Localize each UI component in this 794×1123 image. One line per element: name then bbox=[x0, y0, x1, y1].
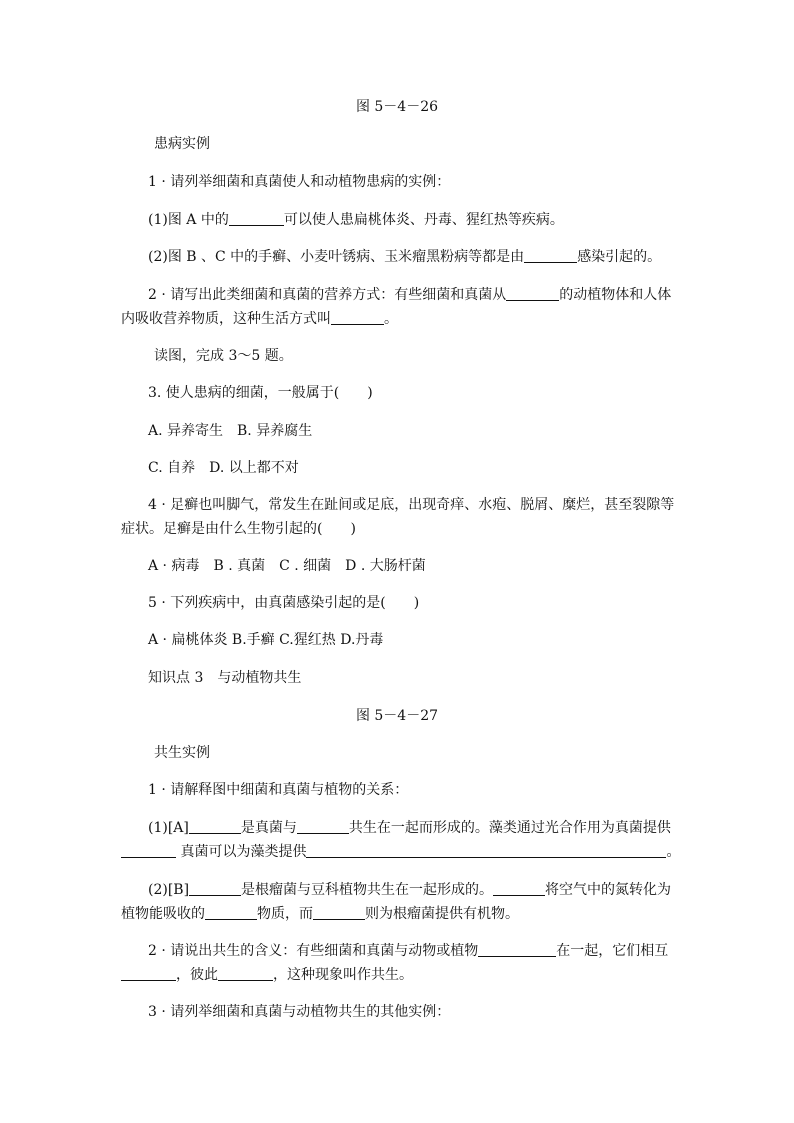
answer-blank[interactable] bbox=[524, 248, 577, 263]
answer-blank[interactable] bbox=[313, 905, 365, 920]
text: 。 bbox=[384, 311, 398, 327]
text: 是根瘤菌与豆科植物共生在一起形成的。 bbox=[241, 882, 494, 898]
text: (1)[A] bbox=[148, 820, 189, 836]
answer-blank[interactable] bbox=[121, 966, 176, 981]
question-line bbox=[121, 904, 519, 924]
figure-caption: 图 5－4－26 bbox=[355, 99, 439, 115]
answer-blank[interactable] bbox=[189, 819, 241, 834]
text: (1)图 A 中的 bbox=[148, 212, 229, 228]
answer-blank[interactable] bbox=[493, 881, 545, 896]
section-heading: 患病实例 bbox=[154, 136, 210, 152]
knowledge-point-heading: 知识点 3 与动植物共生 bbox=[148, 670, 302, 686]
text: 在一起，它们相互 bbox=[556, 943, 669, 959]
text: 将空气中的氮转化为 bbox=[545, 882, 672, 898]
answer-options: A. 异养寄生 B. 异养腐生 bbox=[148, 423, 313, 439]
text: 2 · 请写出此类细菌和真菌的营养方式：有些细菌和真菌从 bbox=[148, 287, 507, 303]
question-stem: 1 · 请列举细菌和真菌使人和动植物患病的实例： bbox=[148, 174, 451, 190]
question-line bbox=[148, 210, 564, 230]
answer-options: C. 自养 D. 以上都不对 bbox=[148, 460, 299, 476]
text: 内吸收营养物质，这种生活方式叫 bbox=[121, 311, 331, 327]
text: 2 · 请说出共生的含义：有些细菌和真菌与动物或植物 bbox=[148, 943, 479, 959]
question-stem: 3 · 请列举细菌和真菌与动植物共生的其他实例： bbox=[148, 1004, 451, 1020]
text: 的动植物体和人体 bbox=[559, 287, 672, 303]
question-line bbox=[148, 285, 671, 305]
answer-blank[interactable] bbox=[218, 966, 273, 981]
answer-blank[interactable] bbox=[297, 819, 349, 834]
text: 物质，而 bbox=[257, 906, 313, 922]
answer-blank[interactable] bbox=[205, 905, 257, 920]
question-line bbox=[148, 941, 668, 961]
text: 植物能吸收的 bbox=[121, 906, 205, 922]
question-line bbox=[121, 309, 398, 329]
answer-blank[interactable] bbox=[506, 286, 559, 301]
text: 。 bbox=[666, 844, 681, 860]
instruction: 读图，完成 3～5 题。 bbox=[154, 348, 293, 364]
question-stem: 1 · 请解释图中细菌和真菌与植物的关系： bbox=[148, 782, 409, 798]
answer-blank[interactable] bbox=[331, 310, 384, 325]
text: ，彼此 bbox=[176, 967, 218, 983]
answer-blank[interactable] bbox=[478, 942, 556, 957]
section-heading: 共生实例 bbox=[154, 745, 210, 761]
text: 则为根瘤菌提供有机物。 bbox=[365, 906, 519, 922]
question-stem: 5 · 下列疾病中，由真菌感染引起的是( ) bbox=[148, 595, 420, 611]
question-line bbox=[148, 880, 671, 900]
question-line bbox=[148, 247, 661, 267]
answer-blank[interactable] bbox=[189, 881, 241, 896]
question-line bbox=[148, 818, 671, 838]
answer-blank[interactable] bbox=[229, 211, 284, 226]
answer-blank[interactable] bbox=[121, 843, 176, 858]
question-stem: 4 · 足癣也叫脚气，常发生在趾间或足底，出现奇痒、水疱、脱屑、糜烂，甚至裂隙等 bbox=[148, 497, 675, 513]
figure-caption: 图 5－4－27 bbox=[355, 708, 439, 724]
answer-blank[interactable] bbox=[306, 843, 666, 858]
text: ，这种现象叫作共生。 bbox=[273, 967, 413, 983]
question-line bbox=[121, 965, 413, 985]
text: (2)图 B 、C 中的手癣、小麦叶锈病、玉米瘤黑粉病等都是由 bbox=[148, 249, 525, 265]
text: 是真菌与 bbox=[240, 820, 297, 836]
text: 共生在一起而形成的。藻类通过光合作用为真菌提供 bbox=[348, 820, 671, 836]
question-stem: 症状。足癣是由什么生物引起的( ) bbox=[121, 521, 356, 537]
question-stem: 3. 使人患病的细菌，一般属于( ) bbox=[148, 385, 373, 401]
text: 真菌可以为藻类提供 bbox=[180, 844, 307, 860]
text: (2)[B] bbox=[148, 882, 190, 898]
answer-options: A · 扁桃体炎 B.手癣 C.猩红热 D.丹毒 bbox=[148, 632, 384, 648]
text: 可以使人患扁桃体炎、丹毒、猩红热等疾病。 bbox=[283, 212, 564, 228]
answer-options: A · 病毒 B . 真菌 C . 细菌 D . 大肠杆菌 bbox=[148, 558, 426, 574]
text: 感染引起的。 bbox=[577, 249, 662, 265]
question-line bbox=[121, 842, 680, 862]
